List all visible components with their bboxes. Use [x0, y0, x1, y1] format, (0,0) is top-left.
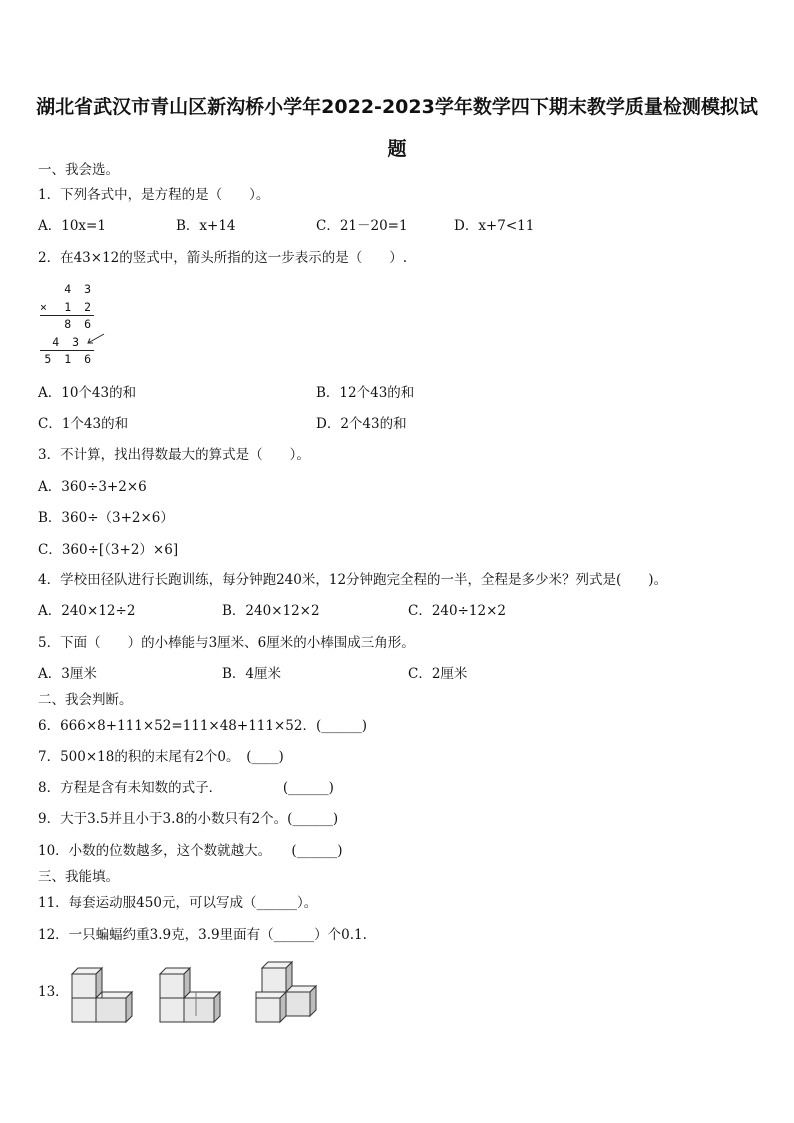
question-1-option-a: A．10x=1 — [38, 218, 106, 234]
question-9: 9．大于3.5并且小于3.8的小数只有2个。(______) — [38, 811, 339, 827]
question-12: 12．一只蝙蝠约重3.9克，3.9里面有（______）个0.1. — [38, 927, 367, 943]
section-3-heading: 三、我能填。 — [38, 869, 119, 885]
question-10: 10．小数的位数越多，这个数就越大。 (______) — [38, 843, 343, 859]
question-2-option-d: D．2个43的和 — [316, 416, 407, 432]
question-6: 6．666×8+111×52=111×48+111×52．(______) — [38, 718, 367, 734]
question-5-option-b: B．4厘米 — [222, 666, 282, 682]
question-2-option-b: B．12个43的和 — [316, 385, 415, 401]
pointer-arrow-icon — [84, 332, 106, 346]
question-11: 11．每套运动服450元，可以写成（______）。 — [38, 895, 318, 911]
question-7: 7．500×18的积的末尾有2个0。 (____) — [38, 749, 284, 765]
question-5-option-a: A．3厘米 — [38, 666, 97, 682]
times-sign: × — [40, 300, 47, 314]
question-4-option-a: A．240×12÷2 — [38, 603, 136, 619]
cube-figure-1 — [70, 964, 138, 1024]
question-3-option-a: A．360÷3+2×6 — [38, 479, 147, 495]
cube-figure-2 — [158, 964, 226, 1024]
question-3-option-c: C．360÷[（3+2）×6] — [38, 542, 179, 558]
question-4-stem: 4．学校田径队进行长跑训练，每分钟跑240米，12分钟跑完全程的一半，全程是多少米？列式是( )。 — [38, 572, 668, 588]
question-4-option-c: C．240÷12×2 — [408, 603, 506, 619]
question-1-stem: 1．下列各式中，是方程的是（ ）。 — [38, 187, 270, 203]
calc-row-4: 4 3 — [52, 335, 82, 349]
calc-row-5: 5 1 6 — [44, 352, 94, 366]
calc-row-1: 4 3 — [64, 282, 94, 296]
section-1-heading: 一、我会选。 — [38, 162, 119, 178]
cube-figure-3 — [254, 958, 324, 1024]
question-4-option-b: B．240×12×2 — [222, 603, 320, 619]
question-8: 8．方程是含有未知数的式子． (______) — [38, 780, 334, 796]
question-1-option-b: B．x+14 — [176, 218, 236, 234]
question-2-option-c: C．1个43的和 — [38, 416, 129, 432]
question-2-stem: 2．在43×12的竖式中，箭头所指的这一步表示的是（ ）. — [38, 250, 408, 266]
question-3-stem: 3．不计算，找出得数最大的算式是（ ）。 — [38, 447, 310, 463]
calc-row-3: 8 6 — [64, 317, 94, 331]
question-5-stem: 5．下面（ ）的小棒能与3厘米、6厘米的小棒围成三角形。 — [38, 635, 415, 651]
page-title: 湖北省武汉市青山区新沟桥小学年2022-2023学年数学四下期末教学质量检测模拟试题 — [36, 96, 758, 160]
calc-row-2: 1 2 — [64, 300, 94, 314]
vertical-multiplication — [38, 280, 108, 370]
question-2-option-a: A．10个43的和 — [38, 385, 137, 401]
question-1-option-c: C．21－20=1 — [316, 218, 408, 234]
question-1-option-d: D．x+7<11 — [454, 218, 535, 234]
question-3-option-b: B．360÷（3+2×6） — [38, 510, 174, 526]
calc-divider-2 — [40, 350, 94, 351]
section-2-heading: 二、我会判断。 — [38, 692, 133, 708]
question-13-label: 13． — [38, 984, 69, 1000]
question-5-option-c: C．2厘米 — [408, 666, 468, 682]
calc-divider-1 — [40, 315, 94, 316]
